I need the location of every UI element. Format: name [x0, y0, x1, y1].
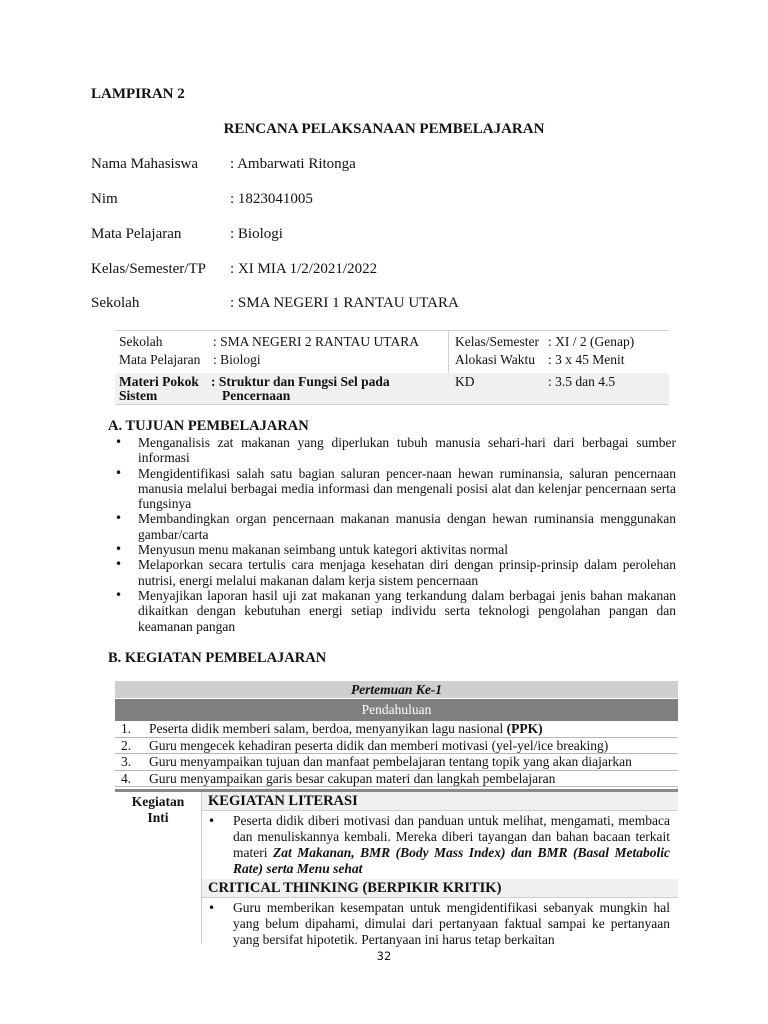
- goal-item: • Menganalisis zat makanan yang diperlukan tubuh manusia sehari-hari dari berbagai sumber informasi: [115, 435, 676, 466]
- core-activity: [115, 789, 678, 952]
- intro-header: Pendahuluan: [115, 699, 678, 721]
- subject-label: Mata Pelajaran: [119, 352, 201, 367]
- core-label-line2: Inti: [147, 810, 169, 825]
- intro-step: [115, 754, 678, 771]
- field-value: : 1823041005: [230, 191, 313, 207]
- step-text: Guru mengecek kehadiran peserta didik dan memberi motivasi (yel-yel/ice breaking): [149, 737, 609, 753]
- intro-step: [115, 721, 678, 738]
- activity-table: [115, 681, 678, 952]
- info-row-topic: [115, 373, 669, 404]
- field-value: : Biologi: [230, 226, 283, 242]
- field-class: [91, 261, 691, 281]
- meeting-header: Pertemuan Ke-1: [115, 681, 678, 698]
- field-subject: [91, 226, 691, 246]
- critical-paragraph: [202, 898, 678, 950]
- section-a-heading: A. TUJUAN PEMBELAJARAN: [108, 418, 309, 434]
- step-text: Guru menyampaikan garis besar cakupan materi dan langkah pembelajaran: [149, 770, 556, 786]
- field-label: Mata Pelajaran: [91, 226, 182, 242]
- intro-step: [115, 738, 678, 755]
- info-row-top: [115, 330, 669, 373]
- core-label: [115, 792, 202, 944]
- field-label: Kelas/Semester/TP: [91, 261, 206, 277]
- core-content: [202, 792, 678, 950]
- kd-value: : 3.5 dan 4.5: [548, 374, 616, 389]
- step-number: 2.: [121, 737, 132, 753]
- step-number: 3.: [121, 754, 132, 769]
- time-label: Alokasi Waktu: [455, 352, 536, 367]
- field-school: [91, 295, 691, 315]
- field-label: Sekolah: [91, 295, 140, 311]
- critical-heading: CRITICAL THINKING (BERPIKIR KRITIK): [202, 879, 678, 898]
- goal-item: • Menyajikan laporan hasil uji zat makanan yang terkandung dalam berbagai jenis bahan makanan dikaitkan dengan kebutuhan energi setiap individu serta teknologi pengolahan pangan dan keamanan pangan: [115, 588, 676, 634]
- time-value: : 3 x 45 Menit: [548, 352, 625, 367]
- core-label-line1: Kegiatan: [131, 794, 185, 809]
- appendix-label: LAMPIRAN 2: [91, 86, 185, 102]
- subject-value: : Biologi: [213, 352, 261, 367]
- document-title-text: RENCANA PELAKSANAAN PEMBELAJARAN: [223, 121, 545, 137]
- school-label: Sekolah: [119, 334, 163, 349]
- topic-label-1: Materi Pokok: [119, 374, 199, 389]
- topic-label-2: Sistem: [119, 388, 158, 403]
- field-value: : Ambarwati Ritonga: [230, 156, 356, 172]
- kd-label: KD: [455, 374, 475, 389]
- page-number: 32: [376, 949, 392, 963]
- literacy-heading: KEGIATAN LITERASI: [202, 792, 678, 811]
- intro-step: [115, 771, 678, 788]
- document-title: [0, 121, 768, 138]
- info-table: [115, 330, 669, 404]
- goal-item: • Membandingkan organ pencernaan makanan manusia dengan hewan ruminansia menggunakan gambar/carta: [115, 511, 676, 542]
- school-value: : SMA NEGERI 2 RANTAU UTARA: [213, 334, 419, 349]
- literacy-text: Peserta didik diberi motivasi dan panduan untuk melihat, mengamati, membaca dan menuliskannya kembali. Mereka diberi tayangan dan bahan bacaan terkait materi: [233, 813, 670, 860]
- field-label: Nim: [91, 191, 118, 207]
- field-name: [91, 156, 691, 176]
- goal-item: • Menyusun menu makanan seimbang untuk kategori aktivitas normal: [115, 542, 676, 557]
- literacy-bold-text: Zat Makanan, BMR (Body Mass Index) dan BMR (Basal Metabolic Rate) serta Menu sehat: [233, 845, 670, 876]
- literacy-paragraph: [202, 811, 678, 879]
- goal-item: • Mengidentifikasi salah satu bagian saluran pencer-naan hewan ruminansia, saluran pencernaan manusia melalui berbagai media informasi dan mengenali posisi alat dan kelenjar pencernaan serta fungsinya: [115, 466, 676, 512]
- goal-list: [115, 435, 676, 634]
- step-text: Guru menyampaikan tujuan dan manfaat pembelajaran tentang topik yang akan diajarkan: [149, 754, 632, 769]
- step-text: [149, 721, 543, 736]
- goal-item: • Melaporkan secara tertulis cara menjaga kesehatan diri dengan prinsip-prinsip dalam perolehan nutrisi, energi melalui makanan dalam kerja sistem pencernaan: [115, 557, 676, 588]
- field-nim: [91, 191, 691, 211]
- field-label: Nama Mahasiswa: [91, 156, 199, 172]
- step-number: 1.: [121, 721, 132, 736]
- class-label: Kelas/Semester: [455, 334, 539, 349]
- bullet-icon: •: [208, 814, 216, 828]
- field-value: : SMA NEGERI 1 RANTAU UTARA: [230, 295, 459, 311]
- step-text-bold: (PPK): [506, 721, 543, 736]
- section-b-heading: B. KEGIATAN PEMBELAJARAN: [108, 650, 327, 666]
- step-text-plain: Peserta didik memberi salam, berdoa, menyanyikan lagu nasional: [149, 721, 507, 736]
- class-value: : XI / 2 (Genap): [548, 334, 635, 349]
- step-number: 4.: [121, 770, 132, 786]
- topic-value-1: : Struktur dan Fungsi Sel pada: [211, 374, 390, 389]
- critical-text: Guru memberikan kesempatan untuk mengidentifikasi sebanyak mungkin hal yang belum dipahami, dimulai dari pertanyaan faktual sampai ke pertanyaan yang bersifat hipotetik. Pertanyaan ini harus tetap berkaitan: [233, 900, 670, 947]
- bullet-icon: •: [208, 901, 216, 915]
- field-value: : XI MIA 1/2/2021/2022: [230, 261, 378, 277]
- topic-value-2: Pencernaan: [222, 388, 291, 403]
